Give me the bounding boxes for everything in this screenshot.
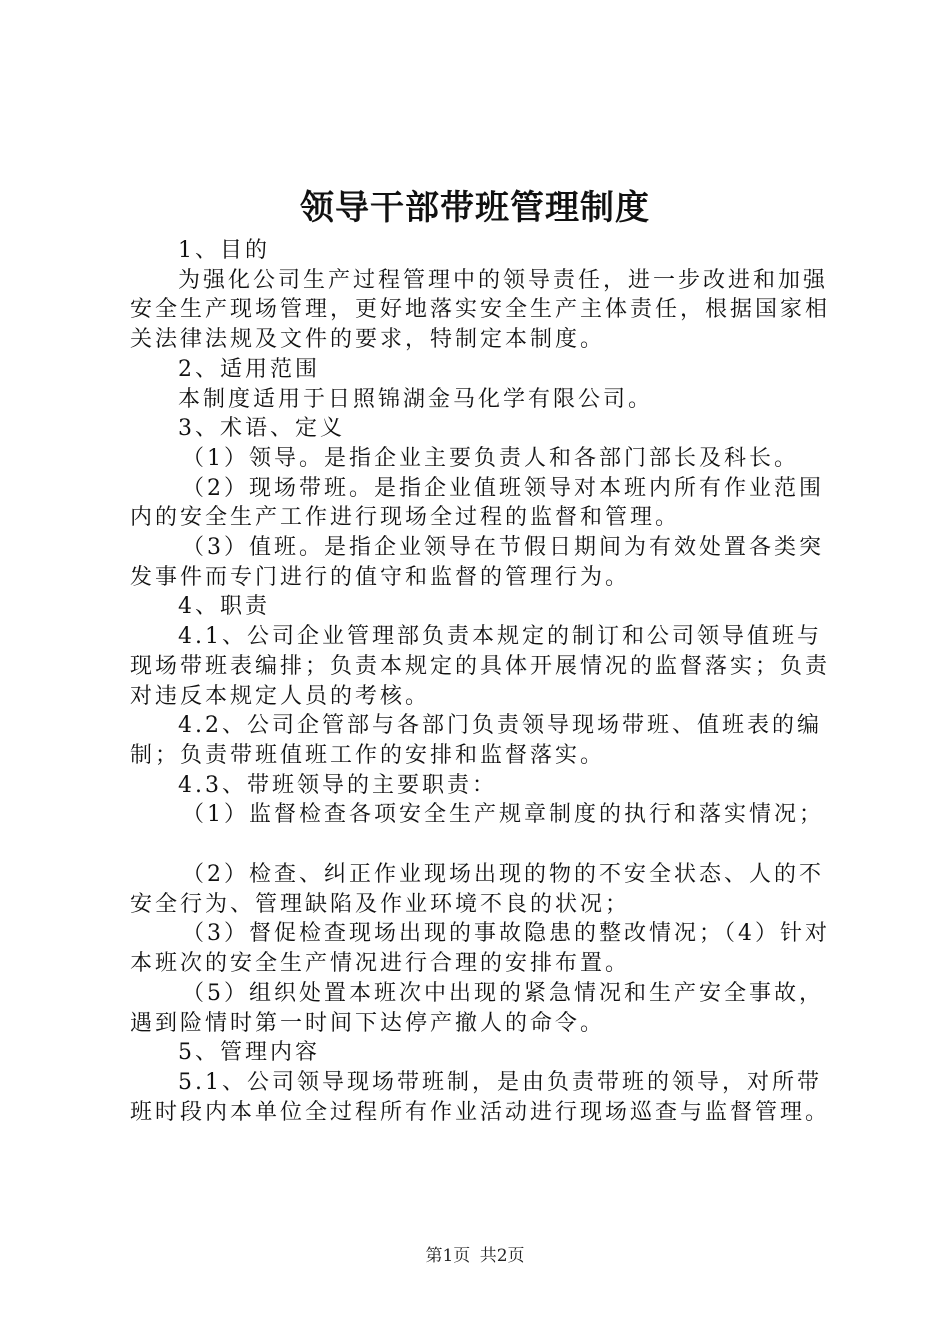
page-total: 共2页	[479, 1246, 525, 1266]
page-number: 第1页	[425, 1246, 471, 1266]
duty-item: （1）监督检查各项安全生产规章制度的执行和落实情况；	[182, 802, 824, 828]
section-heading: 4、职责	[178, 594, 270, 620]
duty-item: （2）检查、纠正作业现场出现的物的不安全状态、人的不安全行为、管理缺陷及作业环境不良的状况；	[130, 862, 824, 917]
paragraph: 4.2、公司企管部与各部门负责领导现场带班、值班表的编制；负责带班值班工作的安排和监督落实。	[130, 713, 822, 768]
duty-item: （5）组织处置本班次中出现的紧急情况和生产安全事故，遇到险情时第一时间下达停产撤人的命令。	[130, 980, 824, 1036]
paragraph: 4.1、公司企业管理部负责本规定的制订和公司领导值班与现场带班表编排；负责本规定的具体开展情况的监督落实；负责对违反本规定人员的考核。	[130, 624, 831, 709]
duty-item: （3）督促检查现场出现的事故隐患的整改情况；（4）针对本班次的安全生产情况进行合理的安排布置。	[130, 921, 830, 977]
section-heading: 3、术语、定义	[178, 416, 345, 442]
paragraph: 为强化公司生产过程管理中的领导责任，进一步改进和加强安全生产现场管理，更好地落实安全生产主体责任，根据国家相关法律法规及文件的要求，特制定本制度。	[130, 267, 831, 353]
definition-item: （3）值班。是指企业领导在节假日期间为有效处置各类突发事件而专门进行的值守和监督的管理行为。	[130, 535, 824, 590]
section-heading: 2、适用范围	[178, 356, 320, 382]
definition-item: （1）领导。是指企业主要负责人和各部门部长及科长。	[182, 445, 799, 471]
paragraph: 4.3、带班领导的主要职责：	[178, 772, 497, 798]
page-footer	[0, 1244, 950, 1268]
document-body	[130, 236, 830, 1127]
paragraph: 本制度适用于日照锦湖金马化学有限公司。	[178, 386, 654, 412]
section-heading: 5、管理内容	[178, 1040, 320, 1066]
paragraph: 5.1、公司领导现场带班制，是由负责带班的领导，对所带班时段内本单位全过程所有作业活动进行现场巡查与监督管理。	[130, 1069, 831, 1125]
section-heading: 1、目的	[178, 238, 270, 263]
document-title: 领导干部带班管理制度	[300, 188, 650, 228]
blank-line	[130, 830, 830, 860]
definition-item: （2）现场带班。是指企业值班领导对本班内所有作业范围内的安全生产工作进行现场全过程的监督和管理。	[130, 475, 824, 531]
